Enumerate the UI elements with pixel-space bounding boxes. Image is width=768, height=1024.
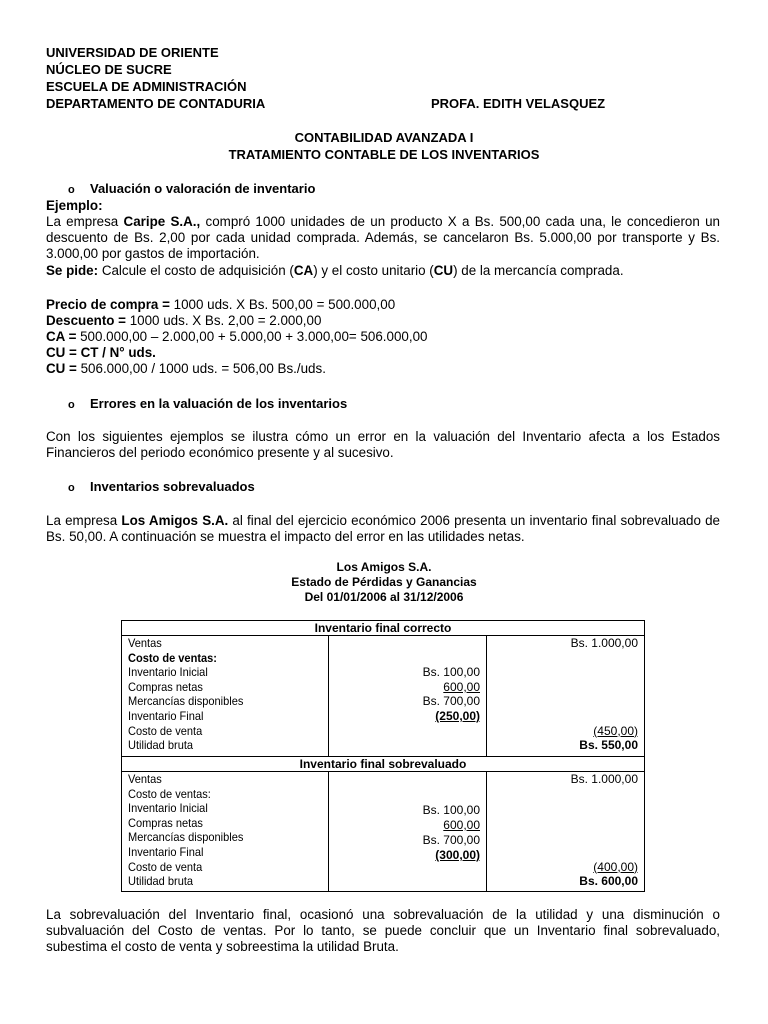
bullet-icon: o [68,184,75,196]
bullet-icon: o [68,482,75,494]
row-label: Inventario Inicial [128,801,208,816]
calc-label: CU = [46,361,77,376]
text-run: compró 1000 unidades de un producto X a Bs. 500,00 cada una, le concedieron un descuento de Bs. 2,00 por cada unidad comprada. Además, se cancelaron Bs. 5.000,00 por transporte y Bs. 3.000,00 por gastos de importación. [46,214,720,261]
row-label: Ventas [128,636,162,650]
column-divider [486,636,487,756]
right-value: Bs. 1.000,00 [570,772,638,786]
calc-line-cu-formula [46,345,156,361]
mid-value: Bs. 700,00 [422,833,480,847]
university-name: UNIVERSIDAD DE ORIENTE [46,45,219,60]
column-divider [486,771,487,891]
section-valuation-heading [68,181,315,196]
calc-label: CU = CT / N° uds. [46,345,156,360]
right-value: (450,00) [593,723,638,738]
task-statement [46,263,624,279]
text-run: al final del ejercicio económico 2006 presenta un inventario final sobrevaluado de Bs. 50,00. A continuación se muestra el impacto del error en las utilidades netas. [46,513,720,544]
calc-line-cu [46,361,326,377]
nucleus-name: NÚCLEO DE SUCRE [46,62,172,77]
bullet-icon: o [68,399,75,411]
text-run: ) y el costo unitario ( [313,263,434,278]
mid-value: Bs. 100,00 [422,803,480,817]
calc-label: Precio de compra = [46,297,170,312]
mid-value: 600,00 [443,818,480,832]
row-label: Costo de venta [128,723,203,738]
calc-value: 1000 uds. X Bs. 2,00 = 2.000,00 [126,313,322,328]
row-label: Inventario Final [128,709,204,723]
text-run: La empresa [46,214,124,229]
school-name: ESCUELA DE ADMINISTRACIÓN [46,79,247,94]
calc-label: CA = [46,329,77,344]
statement-company: Los Amigos S.A. [336,560,432,574]
calc-value: 500.000,00 – 2.000,00 + 5.000,00 + 3.000,00= 506.000,00 [76,329,428,344]
mid-value: Bs. 100,00 [422,665,480,680]
example-label: Ejemplo: [46,198,103,213]
income-statement-table [121,620,645,892]
text-run: La empresa [46,513,122,528]
course-title: CONTABILIDAD AVANZADA I [294,130,474,145]
topic-title: TRATAMIENTO CONTABLE DE LOS INVENTARIOS [228,147,540,162]
overvalued-paragraph [46,513,720,545]
section-heading-text: Inventarios sobrevaluados [90,479,255,494]
row-label: Costo de ventas: [128,786,211,801]
example-paragraph [46,214,720,262]
mid-value: (250,00) [435,709,480,723]
row-label: Ventas [128,772,162,786]
section-heading-text: Valuación o valoración de inventario [90,181,316,196]
calc-line-purchase [46,297,395,313]
cu-abbr: CU [433,263,454,278]
row-label: Compras netas [128,815,203,830]
mid-value: 600,00 [443,679,480,694]
mid-value: Bs. 700,00 [422,694,480,709]
section-errors-heading [68,396,347,411]
company-name: Caripe S.A., [123,214,201,229]
right-value: Bs. 600,00 [579,874,638,889]
department-name: DEPARTAMENTO DE CONTADURIA [46,96,266,111]
task-label: Se pide: [46,263,99,278]
overvalued-section-heading: Inventario final sobrevaluado [122,756,644,772]
row-label: Mercancías disponibles [128,694,244,709]
correct-section-heading: Inventario final correcto [122,621,644,636]
statement-period: Del 01/01/2006 al 31/12/2006 [304,590,464,604]
column-divider [328,771,329,891]
calc-label: Descuento = [46,313,126,328]
conclusion-paragraph: La sobrevaluación del Inventario final, ocasionó una sobrevaluación de la utilidad y una disminución o subvaluación del Costo de ventas. Por lo tanto, se puede concluir que un Inventario final sobrevaluado, subestima el costo de venta y sobreestima la utilidad Bruta. [46,907,720,954]
statement-title: Estado de Pérdidas y Ganancias [291,575,477,589]
text-run: ) de la mercancía comprada. [453,263,624,278]
mid-value: (300,00) [435,848,480,862]
calc-line-discount [46,313,321,329]
column-divider [328,636,329,756]
row-label: Costo de ventas: [128,650,217,665]
ca-abbr: CA [293,263,314,278]
row-label: Compras netas [128,679,203,694]
text-run: Calcule el costo de adquisición ( [98,263,294,278]
calc-value: 1000 uds. X Bs. 500,00 = 500.000,00 [169,297,396,312]
professor-name: PROFA. EDITH VELASQUEZ [431,96,606,111]
right-value: Bs. 550,00 [579,738,638,753]
row-label: Inventario Inicial [128,665,208,680]
row-label: Utilidad bruta [128,874,194,889]
errors-paragraph: Con los siguientes ejemplos se ilustra cómo un error en la valuación del Inventario afecta a los Estados Financieros del periodo económico presente y al sucesivo. [46,429,720,460]
calc-value: 506.000,00 / 1000 uds. = 506,00 Bs./uds. [76,361,326,376]
company-name: Los Amigos S.A. [121,513,229,528]
right-value: (400,00) [593,859,638,874]
section-overvalued-heading [68,479,255,494]
calc-line-ca [46,329,427,345]
row-label: Utilidad bruta [128,738,194,753]
row-label: Mercancías disponibles [128,830,244,845]
right-value: Bs. 1.000,00 [570,636,638,650]
row-label: Inventario Final [128,845,204,859]
row-label: Costo de venta [128,859,203,874]
section-heading-text: Errores en la valuación de los inventarios [90,396,348,411]
